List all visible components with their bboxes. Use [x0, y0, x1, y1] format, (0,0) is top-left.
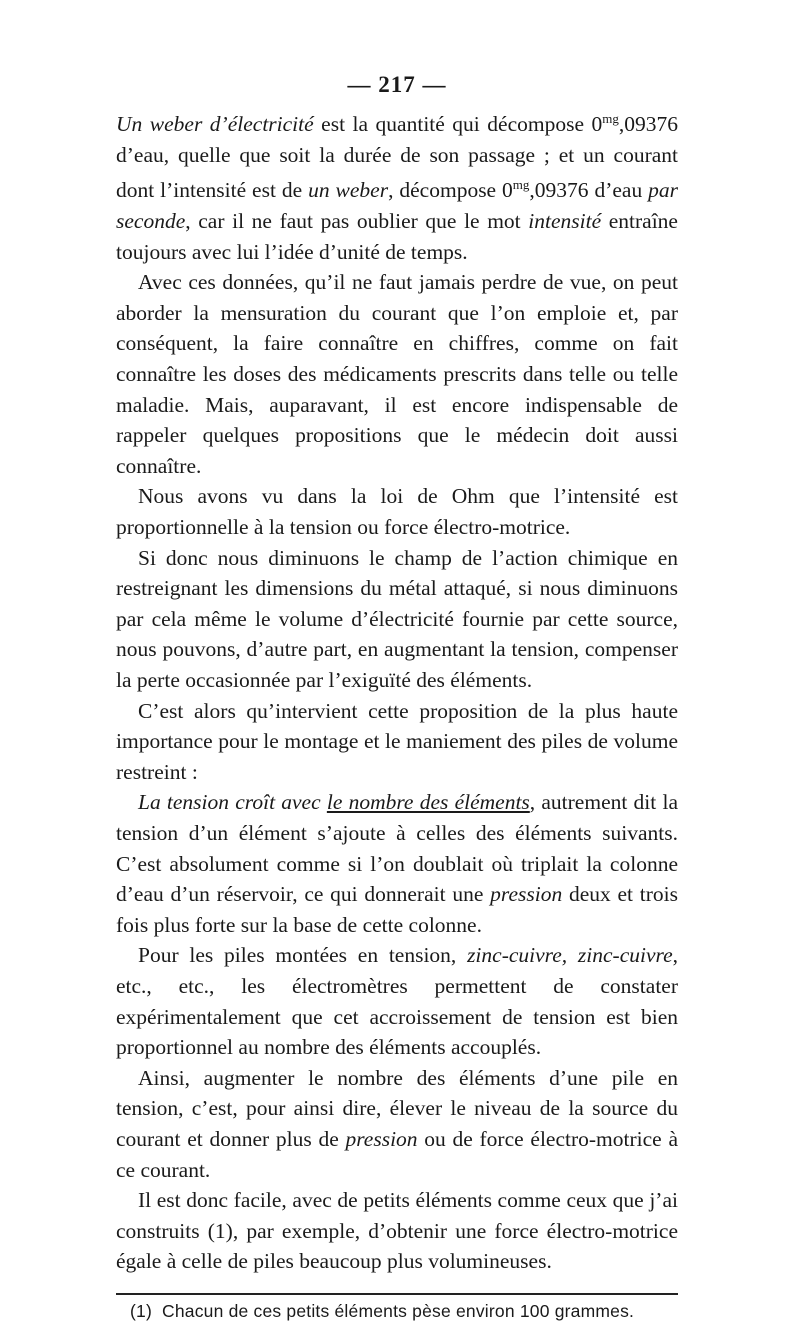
text-segment: par seconde — [116, 178, 679, 234]
paragraph — [116, 940, 678, 1062]
text-segment: Il est donc facile, avec de petits éléments comme ceux que j’ai construits (1), par exemple, d’obtenir une force électro-motrice égale à celle de piles beaucoup plus volumineuses. — [116, 1188, 678, 1274]
paragraph — [116, 543, 678, 696]
paragraph — [116, 1185, 678, 1277]
text-segment: Un weber d’électricité — [116, 112, 314, 137]
text-segment: Ainsi, augmenter le nombre des éléments d’une pile en tension, c’est, pour ainsi dire, élever le niveau de la source du courant et donner plus de — [116, 1065, 678, 1151]
footnote-divider — [116, 1293, 678, 1295]
text-segment: le nombre des éléments — [326, 790, 530, 815]
text-segment: mg — [602, 111, 619, 126]
footnote — [116, 1301, 678, 1322]
text-segment: , autrement dit la tension d’un élément s’ajoute à celles des éléments suivants. C’est absolument comme si l’on doublait où triplait la colonne d’eau d’un réservoir, ce qui donnerait une — [116, 790, 678, 907]
text-segment: , etc., etc., les électromètres permettent de constater expérimentalement que cet accroissement de tension est bien proportionnel au nombre des éléments accouplés. — [116, 943, 678, 1060]
text-segment: , car il ne faut pas oublier que le mot — [185, 209, 529, 234]
text-segment: ,09376 d’eau, quelle que soit la durée de son passage ; et un courant dont l’intensité est de — [116, 112, 678, 203]
body-text — [116, 104, 678, 1277]
text-segment: ou de force électro-motrice à ce courant. — [116, 1126, 678, 1182]
text-segment: entraîne toujours avec lui l’idée d’unité de temps. — [116, 209, 678, 264]
text-segment: ,09376 d’eau — [529, 178, 649, 203]
text-segment: , décompose 0 — [388, 178, 513, 203]
paragraph — [116, 787, 678, 940]
footnote-text: Chacun de ces petits éléments pèse environ 100 grammes. — [162, 1300, 635, 1321]
paragraph — [116, 267, 678, 481]
text-segment: mg — [512, 177, 530, 193]
book-page — [116, 72, 678, 1322]
text-segment: est la quantité qui décompose 0 — [313, 112, 603, 137]
paragraph — [116, 1063, 678, 1185]
paragraph — [116, 481, 678, 542]
text-segment: deux et trois fois plus forte sur la base de cette colonne. — [116, 882, 678, 937]
page-number: — 217 — — [347, 72, 447, 97]
text-segment: La tension croît avec — [138, 790, 327, 815]
text-segment: intensité — [528, 209, 602, 234]
text-segment: un weber — [308, 178, 389, 203]
text-segment: Nous avons vu dans la loi de Ohm que l’intensité est proportionnelle à la tension ou force électro-motrice. — [116, 484, 678, 540]
footnote-mark: (1) — [130, 1300, 152, 1321]
text-segment: pression — [345, 1126, 418, 1151]
paragraph — [116, 696, 678, 788]
text-segment: Si donc nous diminuons le champ de l’action chimique en restreignant les dimensions du métal attaqué, si nous diminuons par cela même le volume d’électricité fournie par cette source, nous pouvons, d’autre part, en augmentant la tension, compenser la perte occasionnée par l’exiguïté des éléments. — [116, 545, 678, 692]
text-segment: pression — [490, 882, 563, 907]
paragraph — [116, 104, 678, 267]
text-segment: zinc-cuivre, zinc-cuivre — [467, 943, 673, 968]
text-segment: C’est alors qu’intervient cette proposition de la plus haute importance pour le montage et le maniement des piles de volume restreint : — [116, 698, 678, 784]
text-segment: Avec ces données, qu’il ne faut jamais perdre de vue, on peut aborder la mensuration du courant que l’on emploie et, par conséquent, la faire connaître en chiffres, comme on fait connaître les doses des médicaments prescrits dans telle ou telle maladie. Mais, auparavant, il est encore indispensable de rappeler quelques propositions que le médecin doit aussi connaître. — [116, 270, 678, 478]
text-segment: Pour les piles montées en tension, — [138, 943, 468, 968]
